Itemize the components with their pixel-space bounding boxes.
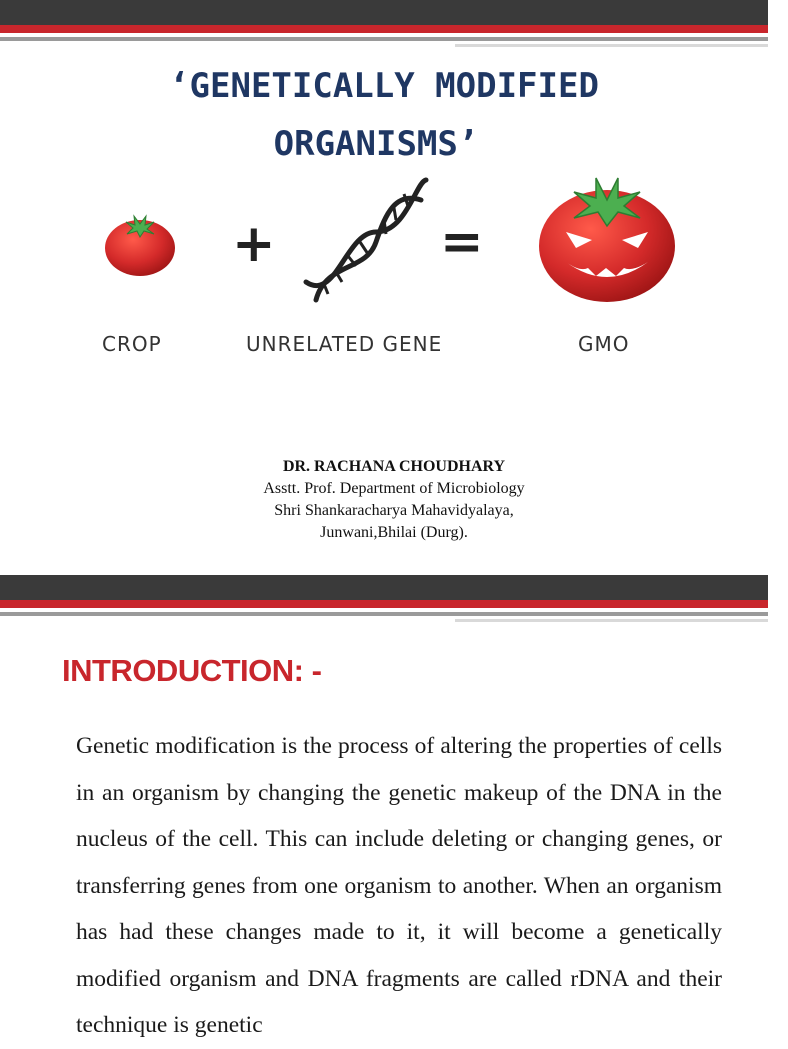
top-dark-bar xyxy=(0,575,768,600)
top-red-stripe xyxy=(0,25,768,33)
top-gray-stripe xyxy=(0,37,768,41)
top-dark-bar xyxy=(0,0,768,25)
top-gray-stripe xyxy=(0,612,768,616)
author-name: DR. RACHANA CHOUDHARY xyxy=(282,458,506,475)
crop-tomato-icon xyxy=(102,206,178,278)
intro-body-text: Genetic modification is the process of altering the properties of cells in an organism by changing the genetic makeup of the DNA in the nucleus of the cell. This can include deleting or changing genes, or transferring genes from one organism to another. When an organism has had these changes made to it, it will become a genetically modified organism and DNA fragments are called rDNA and their technique is genetic xyxy=(76,733,722,1038)
gene-label: UNRELATED GENE xyxy=(246,332,443,356)
slide-title-line1: ‘GENETICALLY MODIFIED xyxy=(169,66,599,106)
gmo-label: GMO xyxy=(578,332,630,356)
top-light-stripe xyxy=(455,619,768,622)
gmo-tomato-icon xyxy=(536,172,678,304)
top-light-stripe xyxy=(455,44,768,47)
intro-heading: INTRODUCTION: - xyxy=(62,653,322,688)
top-red-stripe xyxy=(0,600,768,608)
plus-sign: + xyxy=(232,214,276,274)
equals-sign: = xyxy=(440,212,484,272)
crop-label: CROP xyxy=(102,332,162,356)
author-position: Asstt. Prof. Department of Microbiology xyxy=(263,480,525,497)
author-location: Junwani,Bhilai (Durg). xyxy=(320,524,468,541)
author-block xyxy=(0,456,788,544)
dna-helix-icon xyxy=(296,172,436,307)
author-institution: Shri Shankaracharya Mahavidyalaya, xyxy=(274,502,514,519)
introduction-slide xyxy=(0,575,768,1038)
slide-title-line2: ORGANISMS’ xyxy=(273,124,479,164)
